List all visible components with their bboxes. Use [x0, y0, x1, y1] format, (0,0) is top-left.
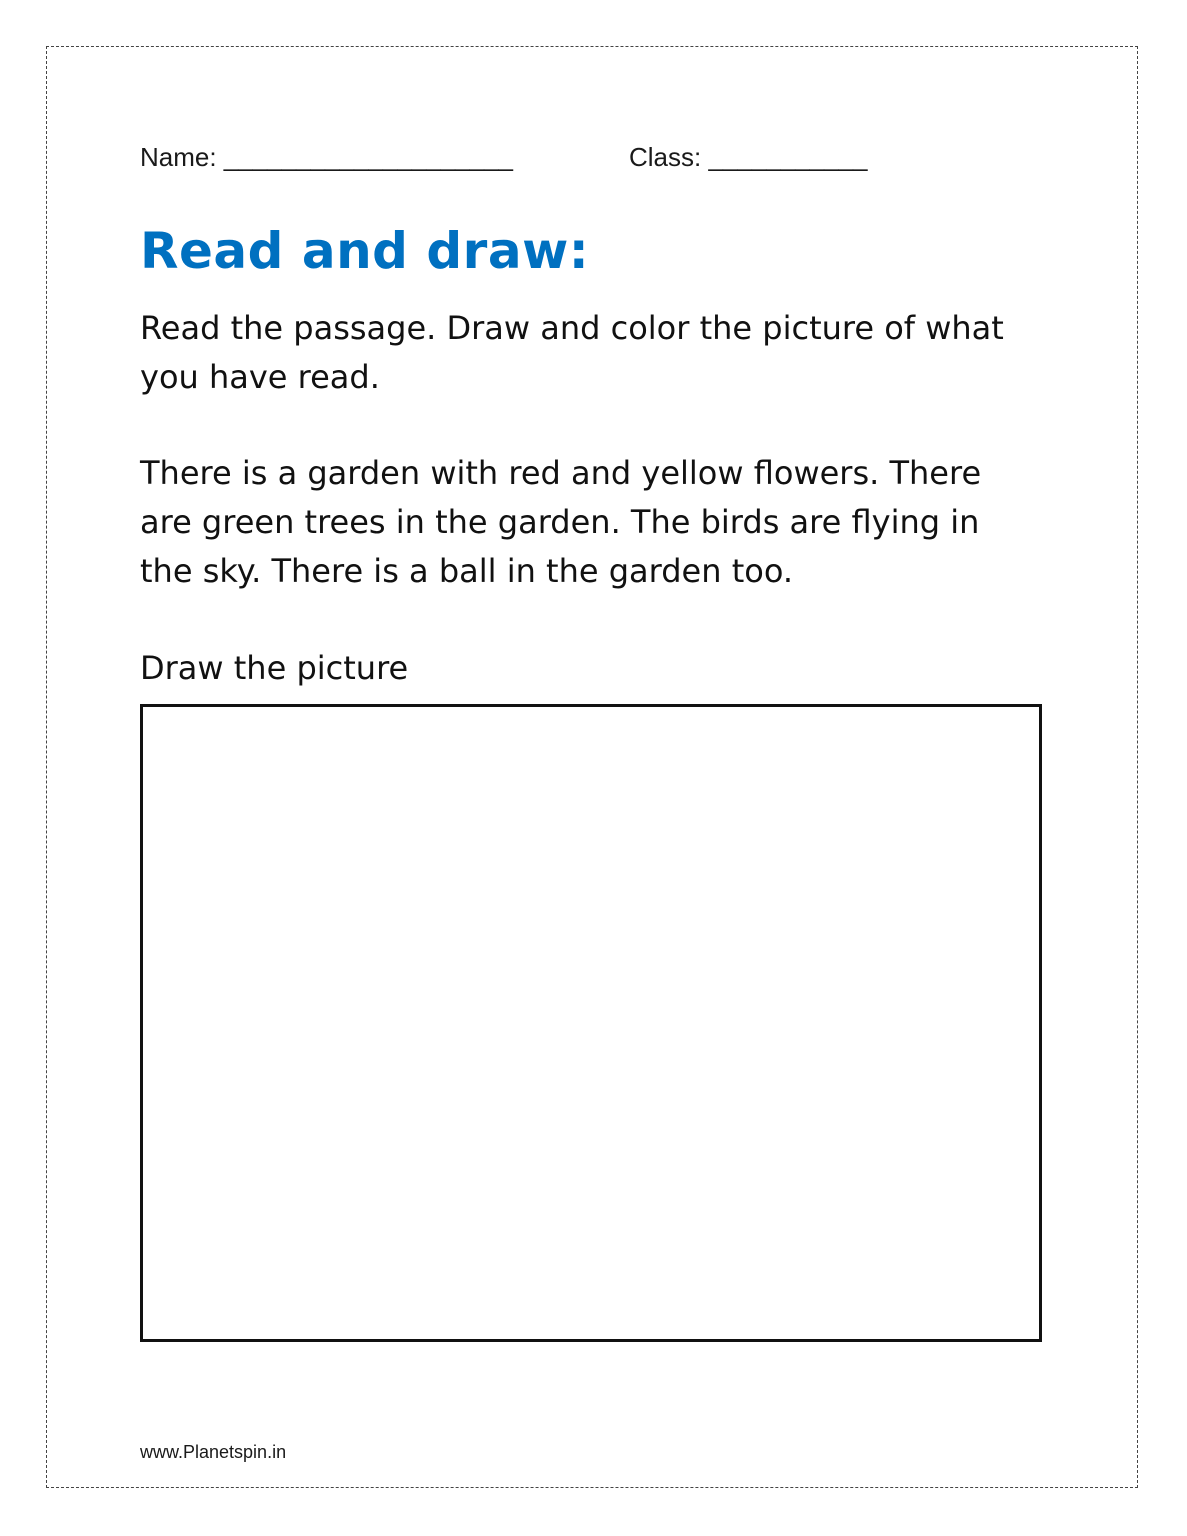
- reading-passage: There is a garden with red and yellow flowers. There are green trees in the garden. The birds are flying in the sky. There is a ball in the garden too.: [140, 454, 982, 590]
- footer-website: www.Planetspin.in: [140, 1442, 287, 1462]
- class-field-line: Class: ___________: [629, 142, 868, 172]
- name-field-line: Name: ____________________: [140, 142, 514, 172]
- worksheet-title: Read and draw:: [140, 222, 590, 280]
- drawing-box[interactable]: [140, 704, 1042, 1342]
- draw-label: Draw the picture: [140, 649, 409, 687]
- instructions-text: Read the passage. Draw and color the picture of what you have read.: [140, 309, 1004, 396]
